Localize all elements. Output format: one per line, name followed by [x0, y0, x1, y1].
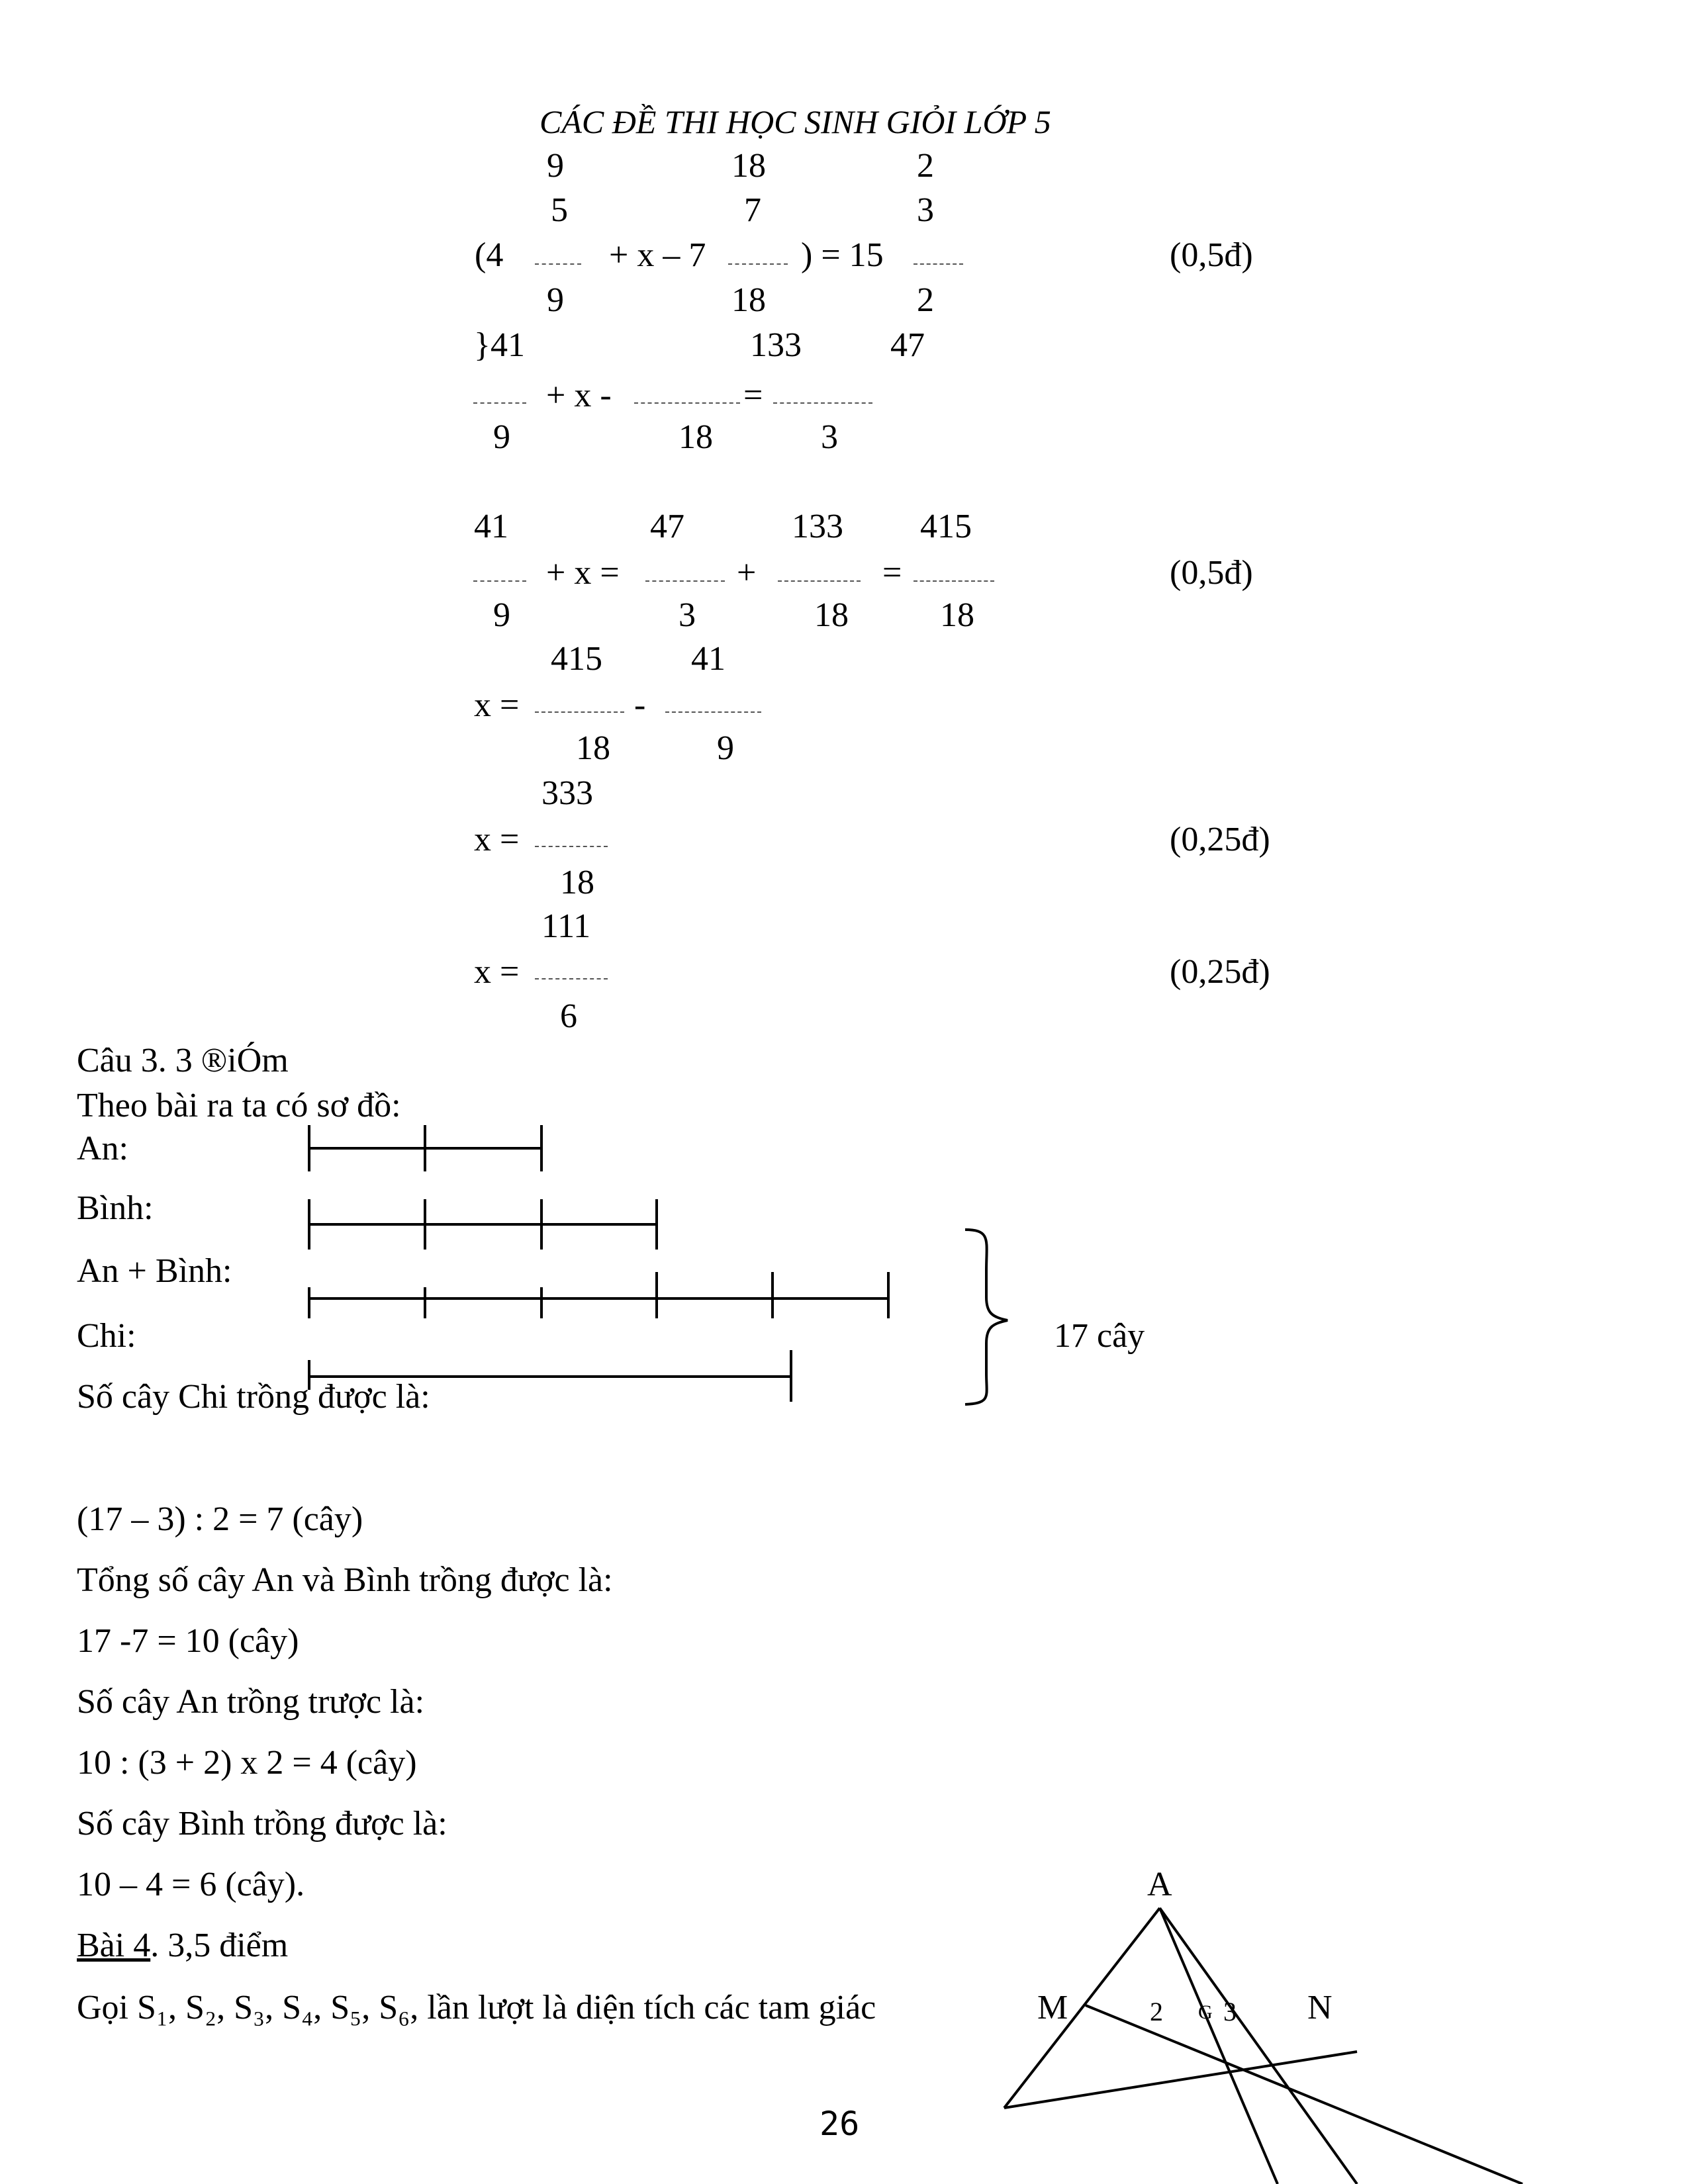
denominator: 9	[547, 281, 564, 319]
denominator: 9	[717, 729, 734, 767]
score: (0,5đ)	[1170, 554, 1253, 592]
denominator: 18	[731, 281, 766, 319]
region-label-3: 3	[1223, 1997, 1237, 2026]
bar-an	[309, 1125, 541, 1171]
solution-line: (17 – 3) : 2 = 7 (cây)	[77, 1500, 363, 1538]
denominator: 3	[821, 418, 838, 456]
equation-text: x =	[474, 953, 520, 991]
denominator: 18	[560, 864, 594, 901]
label-binh: Bình:	[77, 1189, 154, 1227]
numerator: 415	[551, 640, 602, 678]
numerator: 415	[920, 508, 972, 545]
intro-text: Theo bài ra ta có sơ đồ:	[77, 1087, 401, 1124]
point-label-g: G	[1198, 2001, 1213, 2023]
label-chi-result: Số cây Chi trồng được là:	[77, 1378, 430, 1416]
denominator: 18	[576, 729, 610, 767]
triangle-figure	[1004, 1908, 1523, 2184]
score: (0,5đ)	[1170, 236, 1253, 274]
equation-text: +	[737, 554, 757, 592]
bar-binh	[309, 1199, 657, 1250]
bai4-heading	[77, 1929, 288, 1963]
numerator: 2	[917, 147, 934, 185]
equation-text: + x – 7	[609, 236, 706, 274]
denominator: 3	[679, 596, 696, 634]
numerator: }41	[474, 326, 525, 364]
equation-text: (4	[475, 236, 504, 274]
denominator: 9	[493, 596, 510, 634]
vertex-label-n: N	[1307, 1989, 1333, 2026]
equation-text: -	[634, 686, 646, 724]
page-number: 26	[820, 2105, 860, 2143]
equation-text: + x -	[546, 377, 612, 414]
solution-line: Tổng số cây An và Bình trồng được là:	[77, 1561, 613, 1599]
equation-text: + x =	[546, 554, 620, 592]
page-title: CÁC ĐỀ THI HỌC SINH GIỎI LỚP 5	[539, 103, 1051, 140]
denominator: 18	[814, 596, 849, 634]
numerator: 7	[744, 191, 761, 229]
vertex-label-m: M	[1037, 1989, 1068, 2026]
numerator: 47	[890, 326, 925, 364]
score: (0,25đ)	[1170, 821, 1270, 858]
numerator: 3	[917, 191, 934, 229]
equation-text: x =	[474, 821, 520, 858]
label-chi: Chi:	[77, 1317, 136, 1355]
solution-line: Số cây An trồng trược là:	[77, 1683, 425, 1721]
right-brace	[965, 1230, 1008, 1404]
bar-an-binh	[309, 1272, 888, 1318]
denominator: 9	[493, 418, 510, 456]
equation-text: ) = 15	[801, 236, 884, 274]
solution-line: 10 – 4 = 6 (cây).	[77, 1866, 305, 1903]
section-heading: Câu 3. 3 ®iÓm	[77, 1042, 289, 1079]
equation-text: x =	[474, 686, 520, 724]
bai4-heading-underlined: Bài 4	[77, 1927, 151, 1964]
bar-chi	[309, 1350, 791, 1402]
bai4-text: Gọi S₁, S₂, S₃, S₄, S₅, S₆, lần lượt là diện tích các tam giác	[77, 1989, 876, 2026]
numerator: 41	[691, 640, 726, 678]
score: (0,25đ)	[1170, 953, 1270, 991]
label-an-binh: An + Bình:	[77, 1252, 232, 1290]
label-an: An:	[77, 1130, 128, 1167]
equation-text: =	[882, 554, 902, 592]
numerator: 18	[731, 147, 766, 185]
solution-line: 17 -7 = 10 (cây)	[77, 1622, 299, 1660]
numerator: 9	[547, 147, 564, 185]
numerator: 47	[650, 508, 684, 545]
solution-line: 10 : (3 + 2) x 2 = 4 (cây)	[77, 1744, 417, 1782]
denominator: 18	[679, 418, 713, 456]
numerator: 133	[792, 508, 843, 545]
equation-text: =	[743, 377, 763, 414]
denominator: 18	[940, 596, 974, 634]
brace-label: 17 cây	[1054, 1317, 1145, 1355]
numerator: 333	[541, 774, 593, 812]
vertex-label-a: A	[1147, 1866, 1172, 1903]
segment-diagram	[309, 1125, 1008, 1404]
numerator: 5	[551, 191, 568, 229]
bai4-heading-rest: . 3,5 điểm	[150, 1927, 289, 1964]
denominator: 6	[560, 997, 577, 1035]
numerator: 111	[541, 907, 591, 945]
solution-line: Số cây Bình trồng được là:	[77, 1805, 447, 1843]
numerator: 41	[474, 508, 508, 545]
numerator: 133	[750, 326, 802, 364]
region-label-2: 2	[1150, 1997, 1163, 2026]
denominator: 2	[917, 281, 934, 319]
